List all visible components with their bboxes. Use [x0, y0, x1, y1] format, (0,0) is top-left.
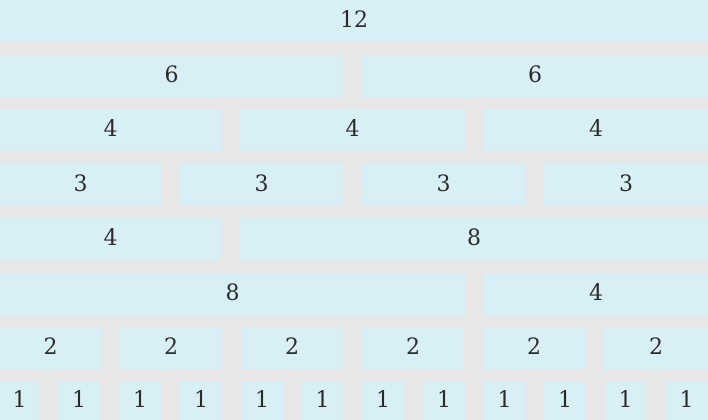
grid-cell-span-2: 2	[241, 327, 343, 369]
grid-row-4-4-4	[0, 109, 708, 151]
grid-cell-span-2: 2	[604, 327, 708, 369]
grid-cell-span-1: 1	[362, 382, 404, 420]
grid-cell-span-1: 1	[605, 382, 646, 420]
grid-cell-span-8: 8	[240, 218, 708, 260]
grid-cell-span-4: 4	[484, 109, 708, 151]
grid-cell-span-1: 1	[119, 382, 161, 420]
grid-row-3-3-3-3	[0, 164, 708, 206]
grid-cell-span-1: 1	[544, 382, 586, 420]
grid-cell-span-2: 2	[483, 327, 585, 369]
grid-cell-span-1: 1	[302, 382, 343, 420]
grid-cell-span-8: 8	[0, 273, 465, 315]
grid-cell-span-4: 4	[484, 273, 708, 315]
grid-cell-span-6: 6	[0, 55, 343, 97]
grid-cell-span-4: 4	[240, 109, 465, 151]
grid-cell-span-1: 1	[180, 382, 222, 420]
grid-cell-span-6: 6	[362, 55, 708, 97]
grid-cell-span-3: 3	[180, 164, 343, 206]
grid-cell-span-1: 1	[484, 382, 525, 420]
grid-cell-span-4: 4	[0, 109, 221, 151]
grid-cell-span-2: 2	[120, 327, 222, 369]
grid-cell-span-1: 1	[0, 382, 39, 420]
grid-row-4-8	[0, 218, 708, 260]
grid-cell-span-3: 3	[362, 164, 525, 206]
grid-cell-span-1: 1	[58, 382, 100, 420]
grid-row-1x12	[0, 382, 708, 420]
grid-cell-span-1: 1	[241, 382, 283, 420]
grid-cell-span-1: 1	[665, 382, 708, 420]
grid-cell-span-4: 4	[0, 218, 221, 260]
grid-row-6-6	[0, 55, 708, 97]
grid-cell-span-2: 2	[362, 327, 464, 369]
grid-row-2x6	[0, 327, 708, 369]
grid-cell-span-2: 2	[0, 327, 101, 369]
grid-cell-span-1: 1	[423, 382, 465, 420]
grid-cell-span-3: 3	[544, 164, 708, 206]
grid-cell-span-3: 3	[0, 164, 161, 206]
grid-row-12	[0, 0, 708, 42]
grid-row-8-4	[0, 273, 708, 315]
grid-cell-span-12: 12	[0, 0, 708, 42]
